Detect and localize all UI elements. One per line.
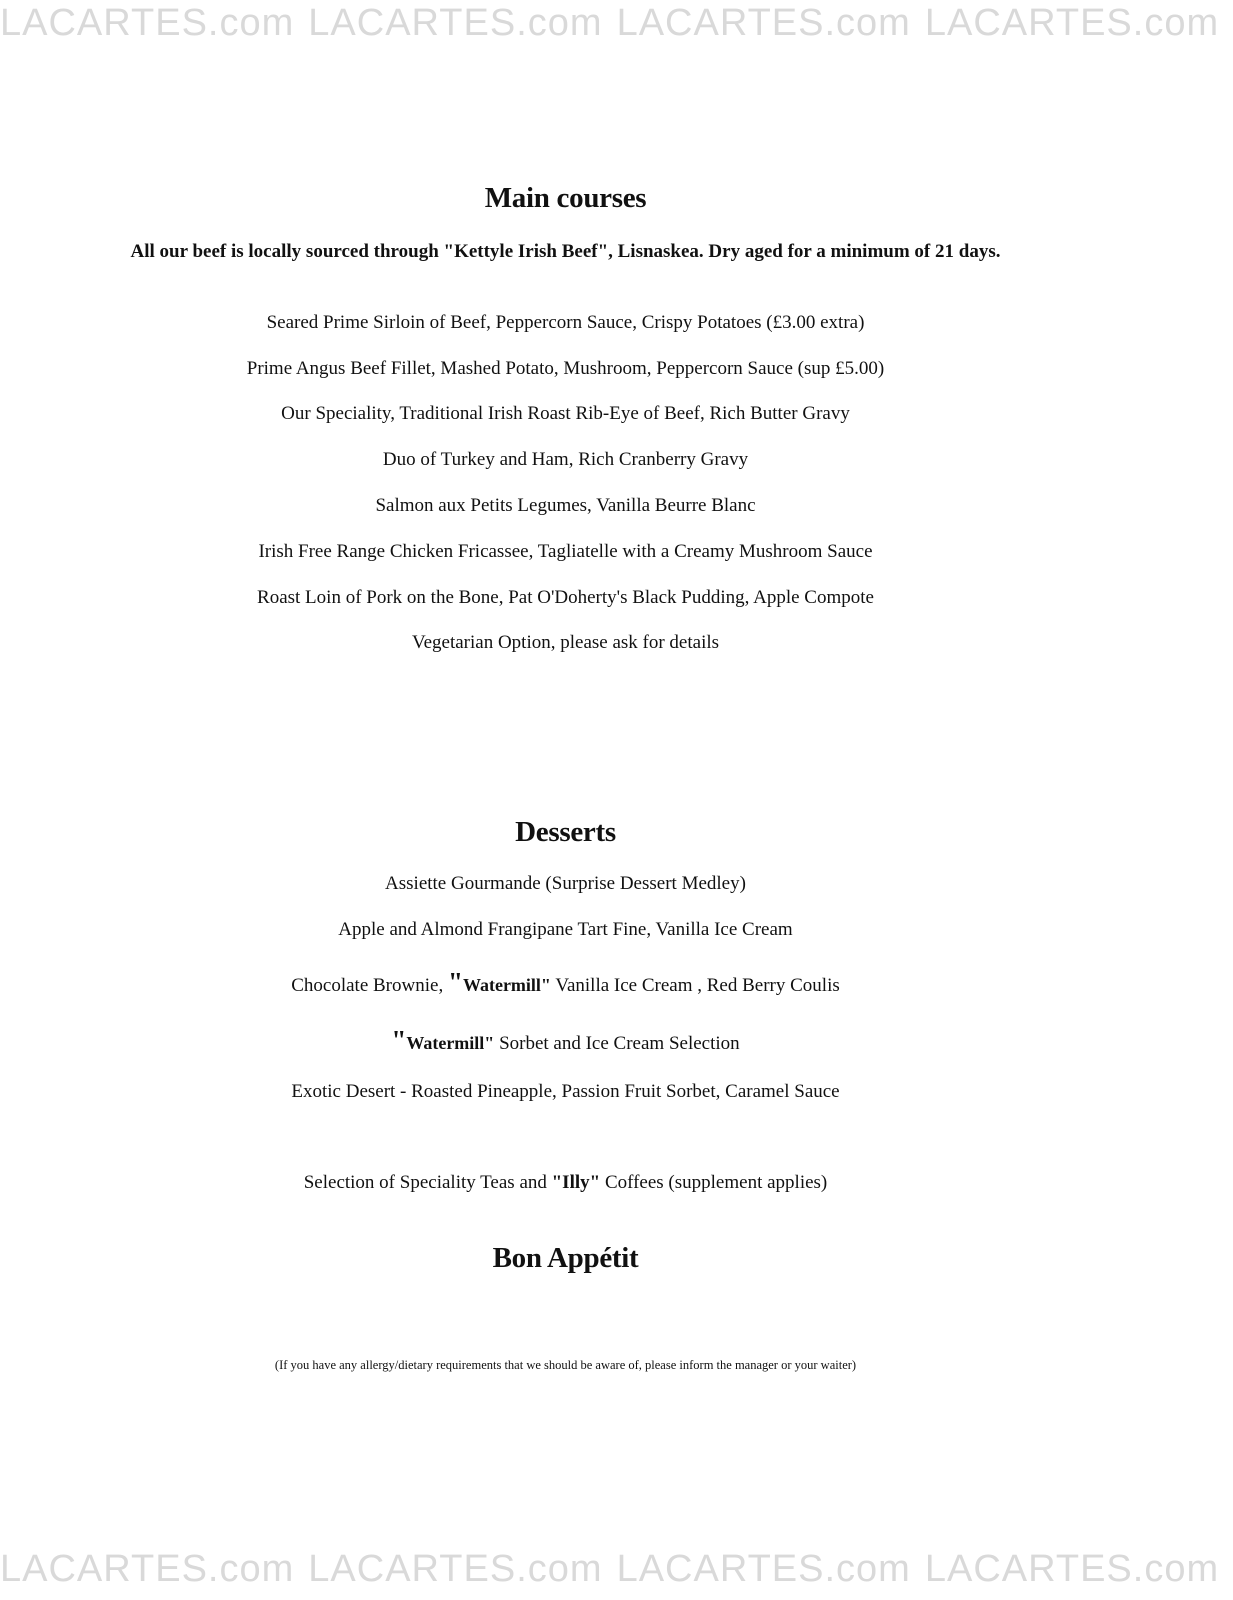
teas-text: Selection of Speciality Teas and [303,1172,552,1193]
main-course-item: Irish Free Range Chicken Fricassee, Tagliatelle with a Creamy Mushroom Sauce [258,541,873,562]
desserts-title: Desserts [515,816,616,848]
watermark-text: LACARTES.com [0,1548,295,1590]
brand-name: Watermill" [406,1033,495,1053]
dessert-item [0,1025,1131,1056]
main-course-item: Salmon aux Petits Legumes, Vanilla Beurre Blanc [375,495,756,516]
teas-coffees-line [0,1171,1131,1195]
beef-sourcing-note: All our beef is locally sourced through "Kettyle Irish Beef", Lisnaskea. Dry aged for a minimum of 21 days. [130,241,1001,262]
dessert-item-text: Sorbet and Ice Cream Selection [494,1033,740,1054]
main-course-item: Duo of Turkey and Ham, Rich Cranberry Gravy [382,449,749,470]
dessert-item: Assiette Gourmande (Surprise Dessert Medley) [385,873,746,894]
main-course-item: Seared Prime Sirloin of Beef, Peppercorn Sauce, Crispy Potatoes (£3.00 extra) [266,312,865,333]
quote-mark: " [447,967,463,997]
main-course-item: Our Speciality, Traditional Irish Roast Rib-Eye of Beef, Rich Butter Gravy [281,403,850,424]
watermark-bottom [0,1548,1220,1598]
watermark-text: LACARTES.com [924,1548,1220,1590]
bon-appetit-title: Bon Appétit [492,1242,639,1274]
brand-name: Watermill" [462,975,551,995]
dessert-item-text: Chocolate Brownie, [291,975,448,996]
quote-mark: " [391,1025,407,1055]
watermark-text: LACARTES.com [924,2,1220,44]
dessert-item [0,967,1131,998]
main-course-item: Vegetarian Option, please ask for details [411,632,720,653]
main-courses-title: Main courses [484,182,647,214]
dessert-item: Apple and Almond Frangipane Tart Fine, Vanilla Ice Cream [338,919,793,940]
watermark-text: LACARTES.com [616,1548,911,1590]
allergy-note: (If you have any allergy/dietary requirements that we should be aware of, please inform the manager or your waiter) [274,1358,857,1372]
watermark-text: LACARTES.com [616,2,911,44]
teas-text: Coffees (supplement applies) [600,1172,828,1193]
main-course-item: Roast Loin of Pork on the Bone, Pat O'Doherty's Black Pudding, Apple Compote [257,587,874,608]
watermark-text: LACARTES.com [308,1548,603,1590]
watermark-text: LACARTES.com [308,2,603,44]
brand-name: "Illy" [551,1172,601,1193]
dessert-item: Exotic Desert - Roasted Pineapple, Passion Fruit Sorbet, Caramel Sauce [291,1081,840,1102]
dessert-item-text: Vanilla Ice Cream , Red Berry Coulis [550,975,840,996]
watermark-text: LACARTES.com [0,2,295,44]
main-course-item: Prime Angus Beef Fillet, Mashed Potato, Mushroom, Peppercorn Sauce (sup £5.00) [246,358,885,379]
